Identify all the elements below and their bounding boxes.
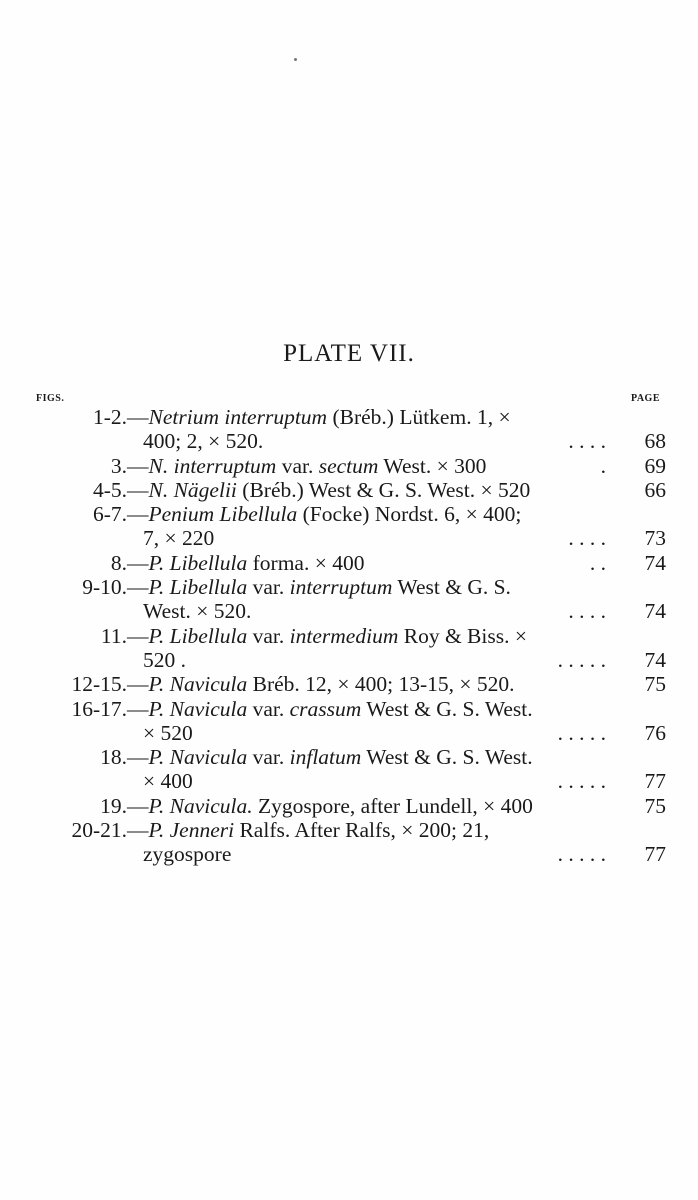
figure-entry: [0, 478, 698, 502]
leader-dots: . . . . .: [557, 647, 606, 672]
plate-title: PLATE VII.: [283, 340, 415, 367]
page-number: 68: [644, 429, 666, 454]
leader-dots: . . . . .: [557, 769, 606, 794]
page-number: 69: [644, 453, 666, 478]
page-number: 74: [644, 550, 666, 575]
page-number: 77: [644, 769, 666, 794]
page-number: 66: [644, 477, 666, 502]
leader-dots: .: [600, 453, 606, 478]
figure-entry: [0, 745, 698, 794]
page-number: 74: [644, 647, 666, 672]
figure-number: 1-2.: [92, 405, 127, 429]
entry-text: —P. Navicula. Zygospore, after Lundell, × 400: [127, 793, 533, 818]
entry-continuation: × 520: [143, 720, 193, 745]
figure-entry: [0, 672, 698, 696]
figure-entry: [0, 575, 698, 624]
figure-number: 11.: [100, 623, 127, 648]
figure-entry: [0, 794, 698, 818]
figure-entry: [0, 818, 698, 867]
leader-dots: . . . .: [568, 599, 606, 624]
figure-entry: [0, 405, 698, 454]
figure-entry: [0, 697, 698, 746]
leader-dots: . . . . .: [557, 720, 606, 745]
entry-continuation: zygospore: [143, 842, 232, 867]
figure-number: 12-15.: [71, 672, 127, 697]
page-number: 74: [644, 599, 666, 624]
entry-continuation: 520 .: [143, 647, 186, 672]
figure-number: 3.: [110, 453, 127, 478]
figure-entry: [0, 454, 698, 478]
entry-text: —P. Navicula var. crassum West & G. S. West.: [127, 696, 533, 721]
figure-entry: [0, 624, 698, 673]
figure-number: 19.: [100, 793, 127, 818]
entry-text: —P. Navicula Bréb. 12, × 400; 13-15, × 520.: [127, 672, 515, 697]
entry-text: —N. interruptum var. sectum West. × 300: [127, 453, 487, 478]
figure-number: 16-17.: [71, 696, 127, 721]
figure-number: 4-5.: [92, 477, 127, 502]
paper-speck: [294, 58, 297, 61]
leader-dots: . . . .: [568, 526, 606, 551]
entry-continuation: 7, × 220: [143, 526, 215, 551]
page-number: 75: [644, 672, 666, 697]
leader-dots: . . . . .: [557, 842, 606, 867]
entry-text: —Netrium interruptum (Bréb.) Lütkem. 1, ×: [127, 405, 511, 429]
figure-entry: [0, 551, 698, 575]
entry-continuation: 400; 2, × 520.: [143, 429, 264, 454]
figure-number: 18.: [100, 745, 127, 770]
entry-text: —P. Libellula var. interruptum West & G. S.: [127, 575, 511, 600]
page-number: 73: [644, 526, 666, 551]
figure-number: 9-10.: [82, 575, 127, 600]
leader-dots: . . . .: [568, 429, 606, 454]
entry-continuation: West. × 520.: [143, 599, 252, 624]
entry-text: —P. Jenneri Ralfs. After Ralfs, × 200; 21,: [127, 818, 490, 843]
figure-number: 20-21.: [71, 818, 127, 843]
figure-list: [0, 405, 698, 867]
leader-dots: . .: [589, 550, 606, 575]
entry-text: —N. Nägelii (Bréb.) West & G. S. West. × 520: [127, 477, 531, 502]
entry-continuation: × 400: [143, 769, 193, 794]
page-number: 75: [644, 793, 666, 818]
entry-text: —P. Navicula var. inflatum West & G. S. West.: [127, 745, 533, 770]
figure-number: 6-7.: [92, 502, 127, 527]
page-column-header: PAGE: [630, 393, 660, 404]
entry-text: —P. Libellula forma. × 400: [127, 550, 365, 575]
entry-text: —P. Libellula var. intermedium Roy & Biss. ×: [127, 623, 527, 648]
page-number: 76: [644, 720, 666, 745]
figs-column-header: FIGS.: [36, 393, 65, 404]
page-number: 77: [644, 842, 666, 867]
figure-number: 8.: [110, 550, 127, 575]
figure-entry: [0, 502, 698, 551]
entry-text: —Penium Libellula (Focke) Nordst. 6, × 400;: [127, 502, 522, 527]
